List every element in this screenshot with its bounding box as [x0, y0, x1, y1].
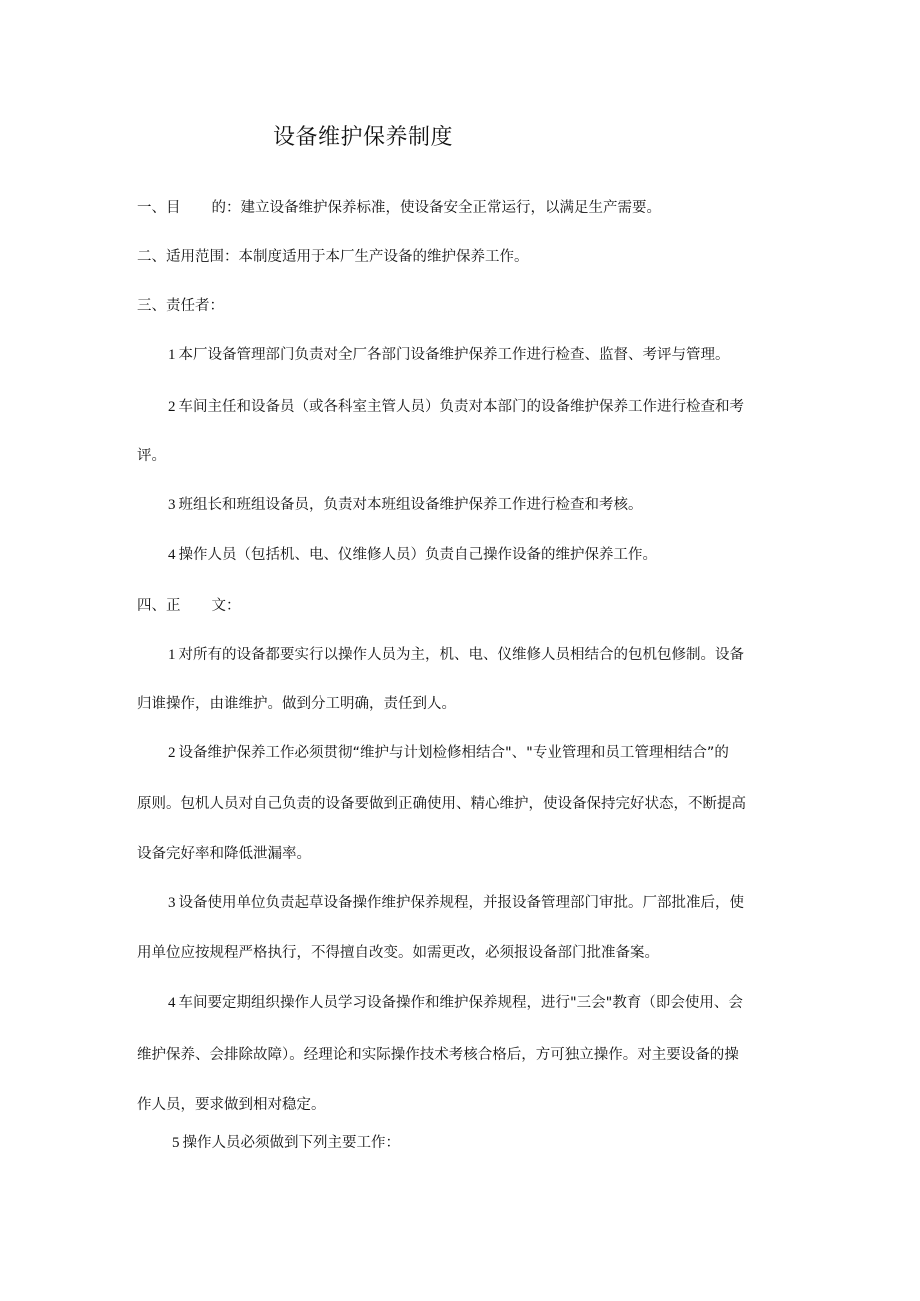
section-scope-label: 二、适用范围：: [137, 249, 239, 265]
body-item-5: [172, 1133, 400, 1153]
section-body: [137, 596, 241, 616]
body-item-4: [168, 993, 743, 1013]
section-purpose-label-a: 一、目: [137, 200, 181, 216]
item-text: 设备维护保养工作必须贯彻“维护与计划检修相结合"、"专业管理和员工管理相结合”的: [178, 745, 729, 761]
body-item-2-cont-1: 原则。包机人员对自己负责的设备要做到正确使用、精心维护，使设备保持完好状态，不断提高: [137, 796, 746, 812]
item-text: 设备使用单位负责起草设备操作维护保养规程，并报设备管理部门审批。厂部批准后，使: [178, 895, 744, 911]
body-item-3-cont: 用单位应按规程严格执行，不得擅自改变。如需更改，必须报设备部门批准备案。: [137, 945, 659, 961]
item-number: 3: [168, 895, 176, 911]
section-scope: [137, 247, 529, 267]
item-text: 操作人员（包括机、电、仪维修人员）负责自己操作设备的维护保养工作。: [178, 547, 657, 563]
item-text: 车间要定期组织操作人员学习设备操作和维护保养规程，进行"三会"教育（即会使用、会: [178, 995, 743, 1011]
item-text: 班组长和班组设备员，负责对本班组设备维护保养工作进行检查和考核。: [178, 497, 643, 513]
section-body-label-b: 文：: [211, 598, 241, 614]
body-item-2: [168, 743, 729, 763]
section-responsible-label: 三、责任者：: [137, 298, 224, 314]
body-item-1: [168, 645, 744, 665]
item-number: 1: [168, 347, 176, 363]
responsible-item-1: [168, 345, 730, 365]
item-text: 操作人员必须做到下列主要工作：: [182, 1135, 400, 1151]
item-number: 4: [168, 995, 176, 1011]
responsible-item-4: [168, 545, 657, 565]
responsible-item-3: [168, 495, 643, 515]
item-number: 5: [172, 1135, 180, 1151]
document-title: 设备维护保养制度: [273, 125, 454, 150]
section-purpose-text: 建立设备维护保养标准，使设备安全正常运行，以满足生产需要。: [240, 200, 661, 216]
responsible-item-2-cont: 评。: [137, 448, 166, 464]
body-item-1-cont: 归谁操作，由谁维护。做到分工明确，责任到人。: [137, 696, 456, 712]
body-item-3: [168, 893, 744, 913]
section-body-label-a: 四、正: [137, 598, 181, 614]
section-purpose: [137, 198, 661, 218]
item-number: 2: [168, 399, 176, 415]
item-number: 3: [168, 497, 176, 513]
item-text: 对所有的设备都要实行以操作人员为主，机、电、仪维修人员相结合的包机包修制。设备: [178, 647, 744, 663]
section-purpose-label-b: 的：: [211, 200, 241, 216]
section-scope-text: 本制度适用于本厂生产设备的维护保养工作。: [238, 249, 529, 265]
item-text: 车间主任和设备员（或各科室主管人员）负责对本部门的设备维护保养工作进行检查和考: [178, 399, 744, 415]
item-number: 2: [168, 745, 176, 761]
item-text: 本厂设备管理部门负责对全厂各部门设备维护保养工作进行检查、监督、考评与管理。: [178, 347, 730, 363]
item-number: 1: [168, 647, 176, 663]
responsible-item-2: [168, 397, 744, 417]
item-number: 4: [168, 547, 176, 563]
body-item-4-cont-2: 作人员，要求做到相对稳定。: [137, 1097, 326, 1113]
body-item-4-cont-1: 维护保养、会排除故障）。经理论和实际操作技术考核合格后，方可独立操作。对主要设备的操: [137, 1047, 739, 1063]
body-item-2-cont-2: 设备完好率和降低泄漏率。: [137, 846, 311, 862]
